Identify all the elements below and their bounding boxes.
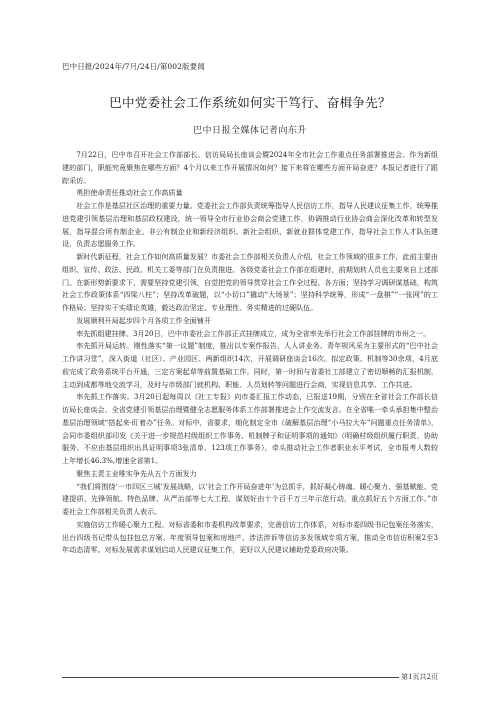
section-heading: 聚焦主责主业唯实争先从五个方面发力 <box>76 468 197 478</box>
section-heading: 发展顺利开局起步四个月各项工作全面铺开 <box>76 315 211 325</box>
article-title: 巴中党委社会工作系统如何实干笃行、奋楫争先？ <box>109 95 391 110</box>
article-paragraph: “我们将围绕‘一市四区三城’发展战略，以‘社会工作开局奋进年’为总抓手，抓好凝心铸魂、暖心聚力、强基赋能、党建提质、先锋领航、特色品牌、从严治部等七大工程，谋划好由十个百千万三年示范行动，重点抓好五个方面工作。”市委社会工作部相关负责人表示。 <box>62 481 438 516</box>
footer-divider <box>62 677 399 678</box>
article-paragraph: 社会工作是基层社区治理的重要力量。党委社会工作部负责统筹指导人民信访工作，指导人民建议征集工作，统筹推进党建引领基层治理和基层政权建设，统一领导全市行业协会商会党建工作，协调推动行业协会商会深化改革和转型发展，指导混合所有制企业、非公有制企业和新经济组织、新社会组织、新就业群体党建工作，指导社会工作人才队伍建设，负责志愿服务工作。 <box>62 201 438 249</box>
newspaper-source-line: 巴中日报/2024年/7月/24日/第002版要闻 <box>62 62 205 71</box>
page-number: 第1页共2页 <box>401 673 438 681</box>
article-body <box>62 149 438 642</box>
page-footer <box>62 672 438 682</box>
article-paragraph: 率先抓工作落实。3月20日起每周以《社工专报》向市委汇报工作动态，已报送19期，分别在全省社会工作部长信访局长座谈会、全省党建引领基层治理暨健全志愿服务体系工作部署推进会上作交流发言。在全省唯一牵头承担集中整治基层治理领域“搭起来·盯着办”任务。对标中，省要求，细化制定全市《破解基层治理“小马拉大车”问题重点任务清单》，会同市委组织部印发《关于进一步规范村级组织工作事务、机制牌子和证明事项的通知》（明确村级组织履行职责、协助服务、不应由基层组织出具证明事项3张清单、123项工作事务），牵头推动社会工作者职业水平考试，全市报考人数较上年增长46.3%,增速全省第1。 <box>62 392 438 465</box>
article-paragraph: 新时代新征程，社会工作如何高质量发展？市委社会工作部相关负责人介绍，社会工作领域的很多工作，此前主要由组织、宣传、政法、民政、机关工委等部门在负责推进。各级党委社会工作部在组建时，前期划转人员也主要来自上述部门。在新形势新要求下，需要坚持党建引领，自觉把党的领导贯穿社会工作全过程、各方面；坚持学习调研谋基础，构筑社会工作政策体系“四梁八柱”；坚持改革破题，以“小切口”撬动“大场景”；坚持科学统筹，形成“一盘棋”“一张网”的工作格局；坚持实干实绩论英雄，毅达政治坚定、专业理性、务实精进的过硬队伍。 <box>62 252 438 312</box>
section-heading: 勇担使命责任推动社会工作高质量 <box>76 188 183 198</box>
article-byline: 巴中日报全媒体记者向东升 <box>192 126 307 136</box>
article-paragraph: 实施信访工作暖心聚力工程。对标省委和市委机构改革要求，完善信访工作体系，对标市委四级书记包案任务落实，出台四级书记带头包挂包总方案、年度领导包案和房地产、涉法涉诉等信访多发领域专项方案，推动全市信访积案2至3年动态清零。对标发展需求谋划启动人民建议征集工作，更好以人民建议辅助党委政府决策。 <box>62 519 438 555</box>
article-paragraph: 率先抓开局运转。刚性落实“第一议题”制度，推出以专案作报告、人人讲业务、青年规风采为主要形式的“巴中社会工作讲习堂”，深入街道（社区）、产业园区、两新组织14次，开展调研座谈会16次。拟定政策、机制等30余项，4月底前完成了政务系统平台开通，三定方案起草等前置基础工作。同时，第一时间与省委社工部建立了密切顺畅的汇报机制，主动到成都等地交流学习，及时与市级部门就机构、职能、人员划转等问题进行会商，实现信息共享、工作共进。 <box>62 341 438 389</box>
article-paragraph: 率先抓组建挂牌。3月20日，巴中市委社会工作部正式挂牌成立，成为全省率先举行社会工作部挂牌的市州之一。 <box>76 328 431 338</box>
article-paragraph: 7月22日，巴中市召开社会工作部部长、信访局局长座谈会暨2024年全市社会工作重点任务部署推进会。作为新组建的部门，职能究竟聚焦在哪些方面？4个月以来工作开展情况如何？接下来将在哪些方面开局奋进？本报记者进行了跟踪采访。 <box>62 150 438 185</box>
